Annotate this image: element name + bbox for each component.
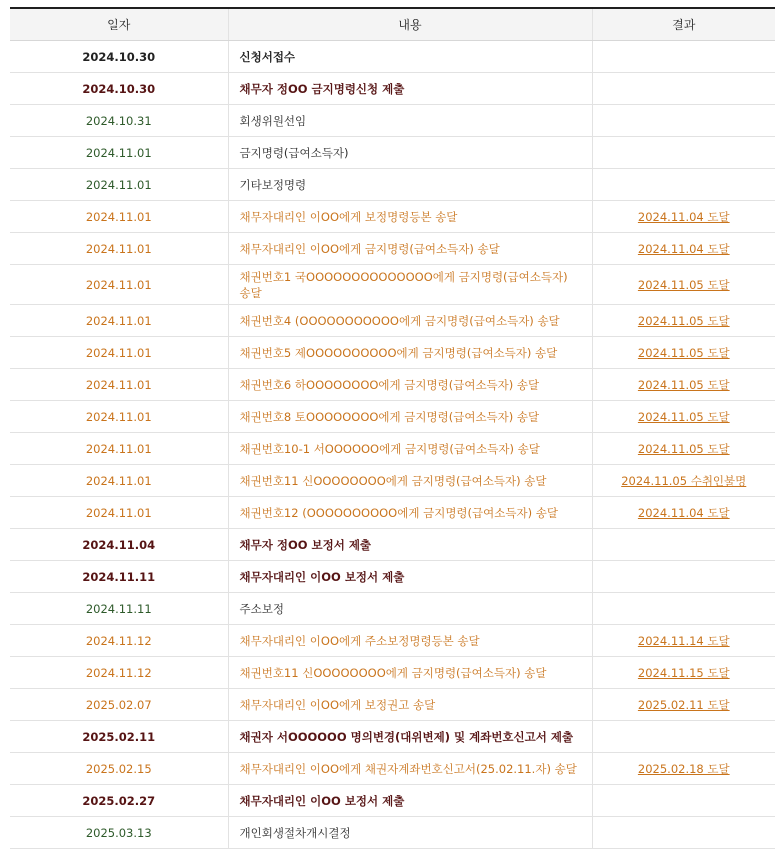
delivery-result-link[interactable]: 2024.11.05 도달 xyxy=(637,377,730,392)
row-content: 채무자대리인 이OO 보정서 제출 xyxy=(228,785,592,817)
row-result xyxy=(592,593,775,625)
header-result: 결과 xyxy=(592,8,775,41)
table-row xyxy=(10,817,775,849)
table-row xyxy=(10,785,775,817)
row-date: 2024.10.30 xyxy=(10,73,228,105)
row-date: 2025.02.07 xyxy=(10,689,228,721)
row-content: 회생위원선임 xyxy=(228,105,592,137)
row-result xyxy=(592,233,775,265)
row-result xyxy=(592,529,775,561)
table-row xyxy=(10,337,775,369)
row-result xyxy=(592,105,775,137)
row-content: 채무자 정OO 보정서 제출 xyxy=(228,529,592,561)
delivery-result-link[interactable]: 2024.11.04 도달 xyxy=(637,505,730,520)
row-content: 채무자대리인 이OO에게 주소보정명령등본 송달 xyxy=(228,625,592,657)
row-result xyxy=(592,41,775,73)
row-date: 2024.11.01 xyxy=(10,497,228,529)
case-progress-table xyxy=(10,7,775,849)
row-content: 채무자대리인 이OO에게 금지명령(급여소득자) 송달 xyxy=(228,233,592,265)
table-row xyxy=(10,369,775,401)
row-date: 2025.02.15 xyxy=(10,753,228,785)
row-result xyxy=(592,497,775,529)
header-date: 일자 xyxy=(10,8,228,41)
row-content: 채권자 서OOOOOO 명의변경(대위변제) 및 계좌번호신고서 제출 xyxy=(228,721,592,753)
row-content: 채권번호11 신OOOOOOOO에게 금지명령(급여소득자) 송달 xyxy=(228,657,592,689)
row-date: 2025.03.13 xyxy=(10,817,228,849)
delivery-result-link[interactable]: 2025.02.11 도달 xyxy=(637,697,730,712)
row-date: 2024.11.01 xyxy=(10,433,228,465)
row-content: 채권번호4 (OOOOOOOOOOO에게 금지명령(급여소득자) 송달 xyxy=(228,305,592,337)
table-row xyxy=(10,465,775,497)
table-row xyxy=(10,73,775,105)
table-row xyxy=(10,497,775,529)
delivery-result-link[interactable]: 2024.11.05 도달 xyxy=(637,409,730,424)
row-content: 금지명령(급여소득자) xyxy=(228,137,592,169)
row-result xyxy=(592,337,775,369)
table-header xyxy=(10,8,775,41)
delivery-result-link[interactable]: 2024.11.04 도달 xyxy=(637,241,730,256)
row-result xyxy=(592,817,775,849)
row-date: 2024.11.04 xyxy=(10,529,228,561)
row-content: 채무자 정OO 금지명령신청 제출 xyxy=(228,73,592,105)
table-row xyxy=(10,561,775,593)
row-date: 2024.11.01 xyxy=(10,265,228,305)
row-result xyxy=(592,785,775,817)
row-date: 2024.10.31 xyxy=(10,105,228,137)
row-result xyxy=(592,369,775,401)
row-content: 주소보정 xyxy=(228,593,592,625)
row-content: 채무자대리인 이OO에게 보정권고 송달 xyxy=(228,689,592,721)
delivery-result-link[interactable]: 2024.11.04 도달 xyxy=(637,209,730,224)
row-content: 채권번호10-1 서OOOOOO에게 금지명령(급여소득자) 송달 xyxy=(228,433,592,465)
row-content: 채무자대리인 이OO에게 보정명령등본 송달 xyxy=(228,201,592,233)
delivery-result-link[interactable]: 2024.11.05 도달 xyxy=(637,313,730,328)
row-date: 2024.11.01 xyxy=(10,137,228,169)
table-row xyxy=(10,105,775,137)
row-result xyxy=(592,201,775,233)
row-result xyxy=(592,625,775,657)
row-result xyxy=(592,433,775,465)
row-date: 2024.11.01 xyxy=(10,305,228,337)
row-content: 채권번호6 하OOOOOOOO에게 금지명령(급여소득자) 송달 xyxy=(228,369,592,401)
row-content: 채권번호1 국OOOOOOOOOOOOOO에게 금지명령(급여소득자) 송달 xyxy=(228,265,592,305)
table-row xyxy=(10,753,775,785)
row-result xyxy=(592,305,775,337)
delivery-result-link[interactable]: 2024.11.05 수취인불명 xyxy=(621,473,747,488)
delivery-result-link[interactable]: 2025.02.18 도달 xyxy=(637,761,730,776)
row-date: 2025.02.27 xyxy=(10,785,228,817)
table-row xyxy=(10,305,775,337)
table-body xyxy=(10,41,775,849)
row-date: 2024.11.01 xyxy=(10,169,228,201)
row-date: 2025.02.11 xyxy=(10,721,228,753)
row-date: 2024.10.30 xyxy=(10,41,228,73)
table-row xyxy=(10,625,775,657)
table-row xyxy=(10,41,775,73)
header-row xyxy=(10,8,775,41)
row-content: 기타보정명령 xyxy=(228,169,592,201)
row-date: 2024.11.12 xyxy=(10,657,228,689)
row-result xyxy=(592,657,775,689)
table-row xyxy=(10,721,775,753)
row-content: 채권번호11 신OOOOOOOO에게 금지명령(급여소득자) 송달 xyxy=(228,465,592,497)
row-result xyxy=(592,689,775,721)
row-result xyxy=(592,137,775,169)
row-content: 신청서접수 xyxy=(228,41,592,73)
row-date: 2024.11.01 xyxy=(10,201,228,233)
row-result xyxy=(592,169,775,201)
row-result xyxy=(592,721,775,753)
table-row xyxy=(10,169,775,201)
row-date: 2024.11.01 xyxy=(10,369,228,401)
row-date: 2024.11.11 xyxy=(10,561,228,593)
row-result xyxy=(592,753,775,785)
table-row xyxy=(10,265,775,305)
row-result xyxy=(592,265,775,305)
table-row xyxy=(10,137,775,169)
row-result xyxy=(592,401,775,433)
row-date: 2024.11.11 xyxy=(10,593,228,625)
row-date: 2024.11.01 xyxy=(10,465,228,497)
delivery-result-link[interactable]: 2024.11.14 도달 xyxy=(637,633,730,648)
header-content: 내용 xyxy=(228,8,592,41)
row-content: 채권번호5 제OOOOOOOOOO에게 금지명령(급여소득자) 송달 xyxy=(228,337,592,369)
row-content: 채무자대리인 이OO 보정서 제출 xyxy=(228,561,592,593)
row-content: 채권번호12 (OOOOOOOOOO에게 금지명령(급여소득자) 송달 xyxy=(228,497,592,529)
row-content: 채권번호8 토OOOOOOOO에게 금지명령(급여소득자) 송달 xyxy=(228,401,592,433)
row-date: 2024.11.01 xyxy=(10,337,228,369)
table-row xyxy=(10,593,775,625)
table-row xyxy=(10,201,775,233)
delivery-result-link[interactable]: 2024.11.05 도달 xyxy=(637,277,730,292)
table-row xyxy=(10,401,775,433)
delivery-result-link[interactable]: 2024.11.05 도달 xyxy=(637,441,730,456)
row-date: 2024.11.01 xyxy=(10,233,228,265)
row-content: 개인회생절차개시결정 xyxy=(228,817,592,849)
row-date: 2024.11.01 xyxy=(10,401,228,433)
row-content: 채무자대리인 이OO에게 채권자계좌번호신고서(25.02.11.자) 송달 xyxy=(228,753,592,785)
row-result xyxy=(592,73,775,105)
table-row xyxy=(10,657,775,689)
table-row xyxy=(10,233,775,265)
table-row xyxy=(10,689,775,721)
row-date: 2024.11.12 xyxy=(10,625,228,657)
table-row xyxy=(10,433,775,465)
delivery-result-link[interactable]: 2024.11.05 도달 xyxy=(637,345,730,360)
delivery-result-link[interactable]: 2024.11.15 도달 xyxy=(637,665,730,680)
row-result xyxy=(592,561,775,593)
row-result xyxy=(592,465,775,497)
table-row xyxy=(10,529,775,561)
